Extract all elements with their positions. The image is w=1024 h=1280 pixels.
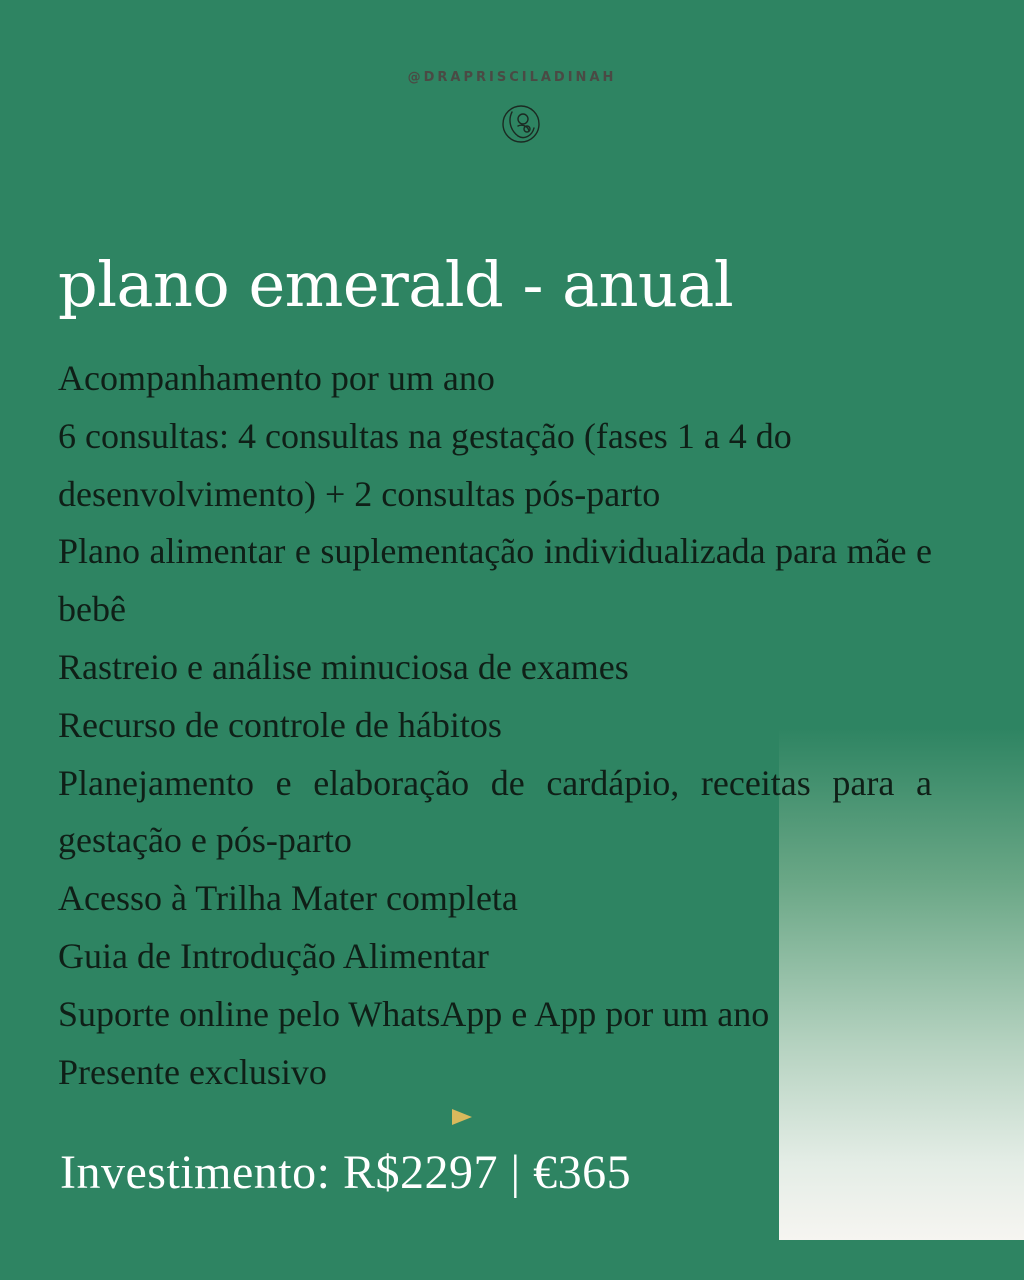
mother-baby-icon <box>498 102 544 148</box>
feature-item: Presente exclusivo <box>58 1051 327 1092</box>
gold-arrow-icon <box>60 1106 474 1128</box>
feature-list <box>58 350 932 1101</box>
feature-item: Planejamento e elaboração de cardápio, receitas para a gestação e pós-parto <box>58 762 932 861</box>
feature-item: 6 consultas: 4 consultas na gestação (fases 1 a 4 do desenvolvimento) + 2 consultas pós-parto <box>58 415 792 514</box>
feature-item: Rastreio e análise minuciosa de exames <box>58 646 629 687</box>
feature-item: Guia de Introdução Alimentar <box>58 935 489 976</box>
feature-item: Acesso à Trilha Mater completa <box>58 878 518 919</box>
plan-title: plano emerald - anual <box>58 248 734 321</box>
feature-item: Recurso de controle de hábitos <box>58 704 502 745</box>
instagram-handle: @DRAPRISCILADINAH <box>407 70 617 85</box>
feature-item: Plano alimentar e suplementação individualizada para mãe e bebê <box>58 531 932 630</box>
feature-item: Suporte online pelo WhatsApp e App por um ano <box>58 993 770 1034</box>
price-label: Investimento: R$2297 | €365 <box>60 1146 632 1199</box>
feature-item: Acompanhamento por um ano <box>58 358 495 398</box>
